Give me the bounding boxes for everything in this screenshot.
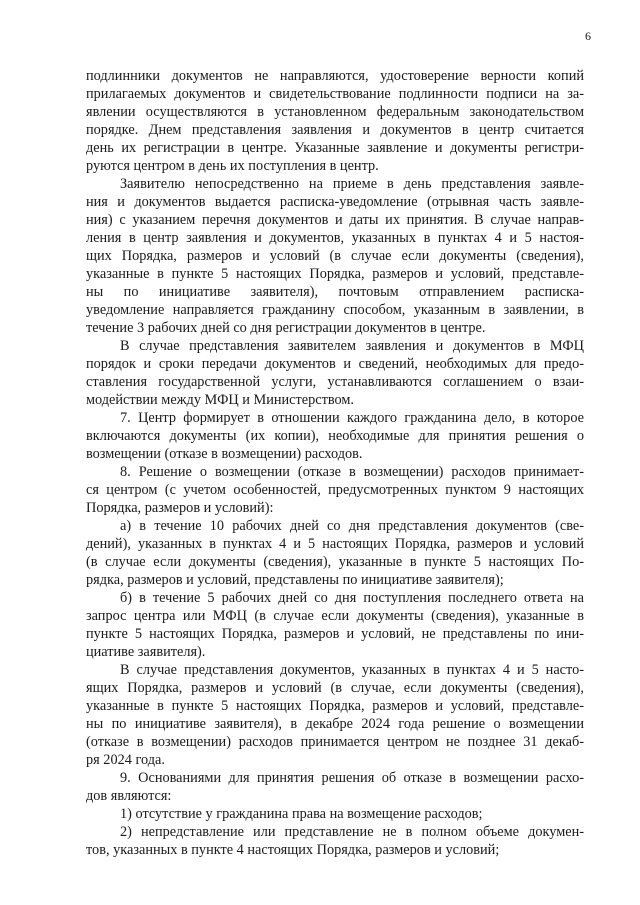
text-line: возмещении (отказе в возмещении) расходов. [86, 446, 363, 462]
text-line: запрос центра или МФЦ (в случае если документы (сведения), указанные в [86, 608, 584, 624]
text-line: руются центром в день их поступления в центр. [86, 158, 379, 174]
text-line: 7. Центр формирует в отношении каждого гражданина дело, в которое [120, 410, 584, 426]
text-line: ления в центр заявления и документов, указанных в пунктах 4 и 5 настоя- [86, 230, 584, 246]
text-line: указанные в пункте 5 настоящих Порядка, размеров и условий, представле- [86, 698, 584, 714]
paragraph-p10 [86, 805, 584, 823]
text-line: порядок и сроки передачи документов и сведений, необходимых для предо- [86, 356, 584, 372]
text-line: (в случае если документы (сведения), указанные в пункте 5 настоящих По- [86, 554, 584, 570]
text-line: щих Порядка, размеров и условий (в случае если документы (сведения), [86, 248, 584, 264]
text-line: 8. Решение о возмещении (отказе в возмещении) расходов принимает- [120, 464, 584, 480]
paragraph-p2 [86, 175, 584, 337]
text-line: модействии между МФЦ и Министерством. [86, 392, 354, 408]
text-line: дов являются: [86, 788, 172, 804]
paragraph-p4 [86, 409, 584, 463]
text-line: (отказе в возмещении) расходов принимается центром не позднее 31 декаб- [86, 734, 584, 750]
paragraph-p6 [86, 517, 584, 589]
paragraph-p8 [86, 661, 584, 769]
text-line: день их регистрации в центре. Указанные заявление и документы регистри- [86, 140, 584, 156]
paragraph-p1 [86, 67, 584, 175]
text-line: ся центром (с учетом особенностей, предусмотренных пунктом 9 настоящих [86, 482, 584, 498]
text-line: порядке. Днем представления заявления и документов в центр считается [86, 122, 584, 138]
text-line: явлении осуществляются в установленном федеральным законодательством [86, 104, 584, 120]
text-line: ния и документов выдается расписка-уведомление (отрывная часть заявле- [86, 194, 584, 210]
text-line: прилагаемых документов и свидетельствование подлинности подписи на за- [86, 86, 584, 102]
text-line: тов, указанных в пункте 4 настоящих Порядка, размеров и условий; [86, 842, 500, 858]
text-line: В случае представления документов, указанных в пунктах 4 и 5 насто- [120, 662, 584, 678]
text-line: циативе заявителя). [86, 644, 206, 660]
text-line: течение 3 рабочих дней со дня регистрации документов в центре. [86, 320, 486, 336]
paragraph-p3 [86, 337, 584, 409]
page-number: 6 [585, 29, 591, 43]
paragraph-p9 [86, 769, 584, 805]
paragraph-p11 [86, 823, 584, 859]
text-line: В случае представления заявителем заявления и документов в МФЦ [120, 338, 584, 354]
text-line: дений), указанных в пунктах 4 и 5 настоящих Порядка, размеров и условий [86, 536, 584, 552]
text-line: включаются документы (их копии), необходимые для принятия решения о [86, 428, 584, 444]
text-line: ны по инициативе заявителя), почтовым отправлением расписка- [86, 284, 584, 300]
document-body [86, 67, 584, 859]
text-line: Заявителю непосредственно на приеме в день представления заявле- [120, 176, 584, 192]
text-line: б) в течение 5 рабочих дней со дня поступления последнего ответа на [120, 590, 584, 606]
text-line: пункте 5 настоящих Порядка, размеров и условий, не представлены по ини- [86, 626, 584, 642]
text-line: 2) непредставление или представление не в полном объеме докумен- [120, 824, 584, 840]
text-line: рядка, размеров и условий, представлены по инициативе заявителя); [86, 572, 504, 588]
text-line: 9. Основаниями для принятия решения об отказе в возмещении расхо- [120, 770, 584, 786]
text-line: ставления государственной услуги, устанавливаются соглашением о взаи- [86, 374, 584, 390]
text-line: ны по инициативе заявителя), в декабре 2024 года решение о возмещении [86, 716, 584, 732]
text-line: ящих Порядка, размеров и условий (в случае, если документы (сведения), [86, 680, 584, 696]
text-line: ния) с указанием перечня документов и даты их принятия. В случае направ- [86, 212, 584, 228]
text-line: ря 2024 года. [86, 752, 165, 768]
text-line: подлинники документов не направляются, удостоверение верности копий [86, 68, 584, 84]
paragraph-p5 [86, 463, 584, 517]
paragraph-p7 [86, 589, 584, 661]
text-line: уведомление направляется гражданину способом, указанным в заявлении, в [86, 302, 584, 318]
text-line: 1) отсутствие у гражданина права на возмещение расходов; [120, 806, 483, 822]
text-line: указанные в пункте 5 настоящих Порядка, размеров и условий, представле- [86, 266, 584, 282]
text-line: а) в течение 10 рабочих дней со дня представления документов (све- [120, 518, 584, 534]
text-line: Порядка, размеров и условий): [86, 500, 274, 516]
